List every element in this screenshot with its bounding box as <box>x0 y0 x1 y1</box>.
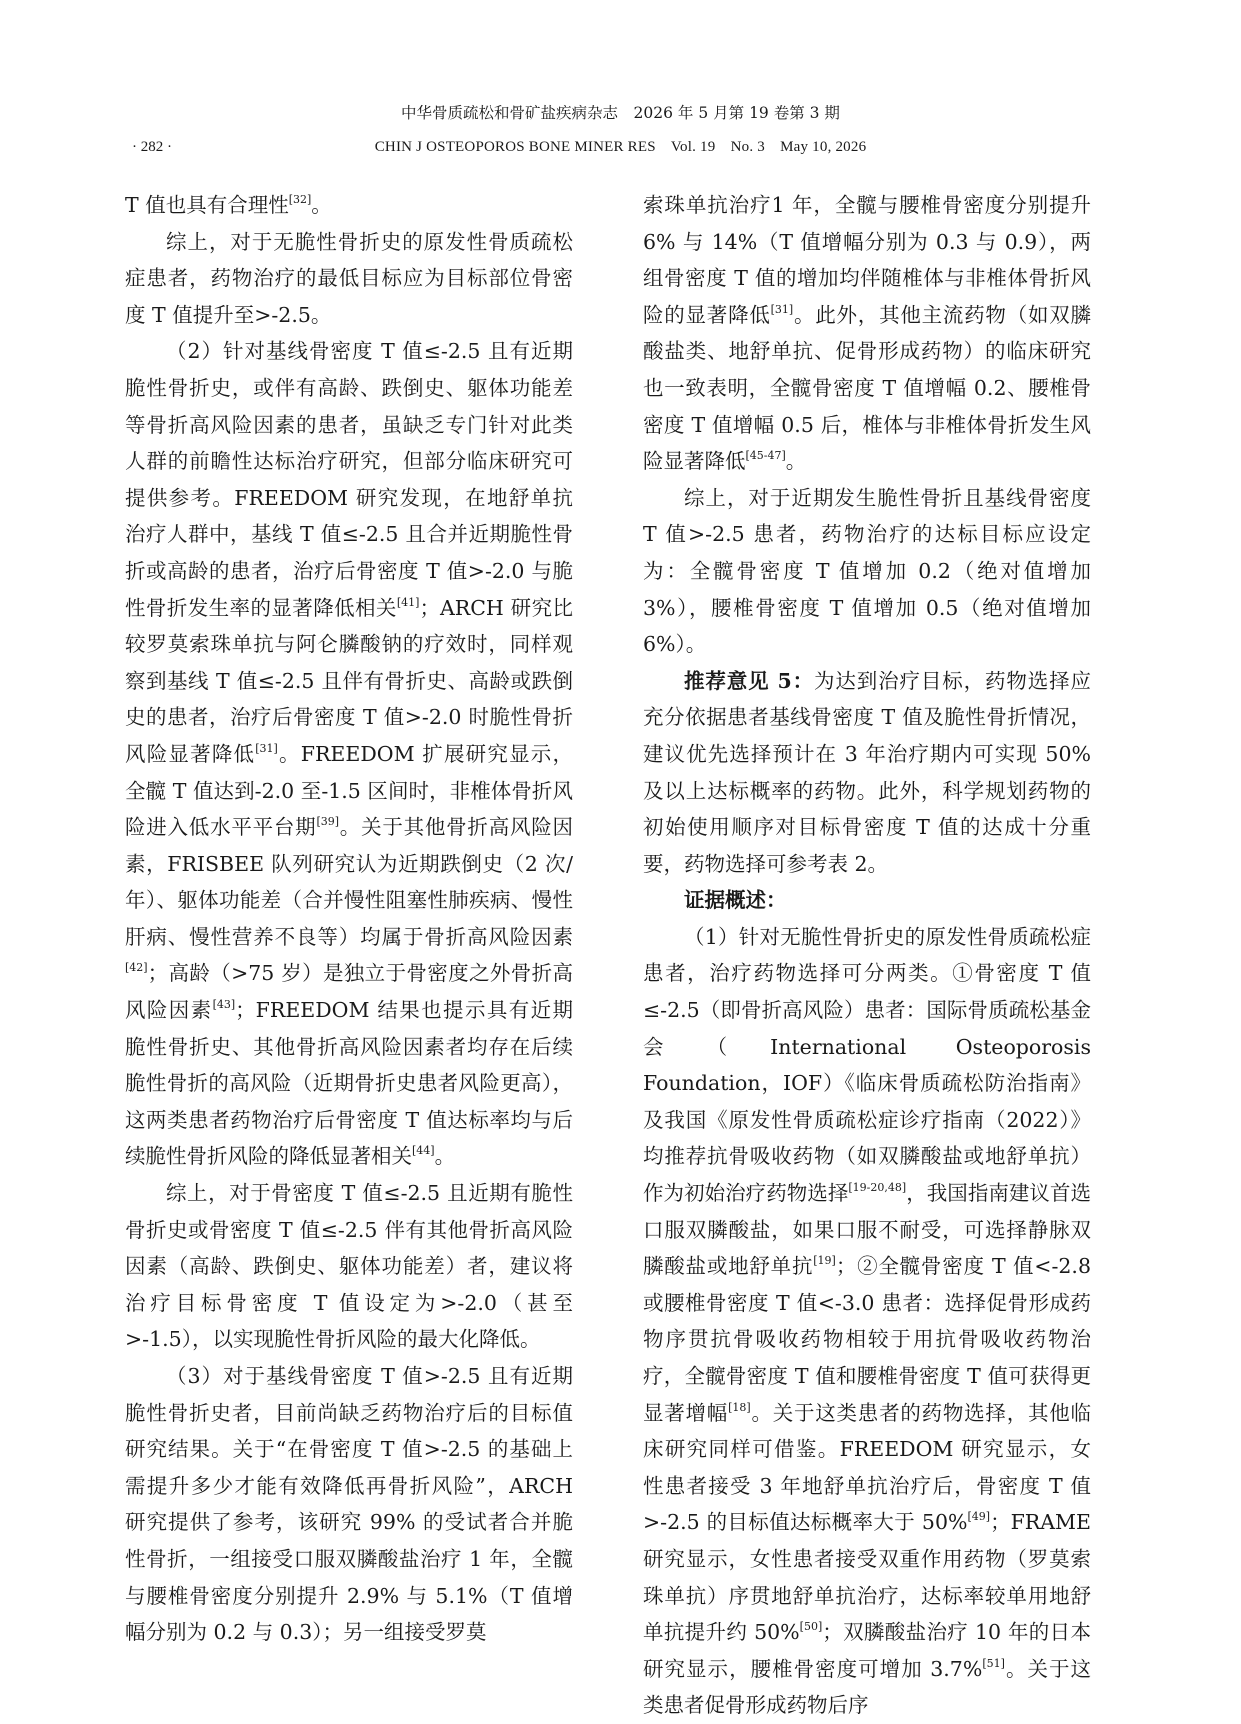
citation-ref: [45-47] <box>745 449 786 463</box>
recommendation-text: 为达到治疗目标，药物选择应充分依据患者基线骨密度 T 值及脆性骨折情况，建议优先选择预计在 3 年治疗期内可实现 50% 及以上达标概率的药物。此外，科学规划药物的初始使用顺序对目标骨密度 T 值的达成十分重要，药物选择可参考表 2。 <box>643 668 1091 876</box>
citation-ref: [43] <box>212 998 236 1012</box>
right-column <box>643 187 1091 1724</box>
paragraph: 索珠单抗治疗1 年，全髋与腰椎骨密度分别提升 6% 与 14%（T 值增幅分别为 0.3 与 0.9），两组骨密度 T 值的增加均伴随椎体与非椎体骨折风险的显著降低[31]。此外，其他主流药物（如双膦酸盐类、地舒单抗、促骨形成药物）的临床研究也一致表明，全髋骨密度 T 值增幅 0.2、腰椎骨密度 T 值增幅 0.5 后，椎体与非椎体骨折发生风险显著降低[45-47]。 <box>643 193 1092 474</box>
citation-ref: [42] <box>125 961 148 975</box>
citation-ref: [19-20,48] <box>848 1181 907 1195</box>
page-number: · 282 · <box>132 139 172 155</box>
paragraph: 综上，对于无脆性骨折史的原发性骨质疏松症患者，药物治疗的最低目标应为目标部位骨密度 T 值提升至>-2.5。 <box>125 229 573 327</box>
citation-ref: [51] <box>982 1656 1005 1670</box>
citation-ref: [32] <box>288 193 312 206</box>
citation-ref: [41] <box>396 595 420 609</box>
recommendation <box>643 663 1091 883</box>
citation-ref: [31] <box>255 741 278 755</box>
citation-ref: [39] <box>316 815 340 829</box>
evidence-heading: 证据概述： <box>684 888 787 913</box>
paragraph: 综上，对于近期发生脆性骨折且基线骨密度 T 值>-2.5 患者，药物治疗的达标目标应设定为：全髋骨密度 T 值增加 0.2（绝对值增加 3%），腰椎骨密度 T 值增加 0.5（绝对值增加 6%）。 <box>643 485 1091 657</box>
citation-ref: [31] <box>770 302 794 316</box>
paragraph: （2）针对基线骨密度 T 值≤-2.5 且有近期脆性骨折史，或伴有高龄、跌倒史、躯体功能差等骨折高风险因素的患者，虽缺乏专门针对此类人群的前瞻性达标治疗研究，但部分临床研究可提供参考。FREEDOM 研究发现，在地舒单抗治疗人群中，基线 T 值≤-2.5 且合并近期脆性骨折或高龄的患者，治疗后骨密度 T 值>-2.0 与脆性骨折发生率的显著降低相关[41]；ARCH 研究比较罗莫索珠单抗与阿仑膦酸钠的疗效时，同样观察到基线 T 值≤-2.5 且伴有骨折史、高龄或跌倒史的患者，治疗后骨密度 T 值>-2.0 时脆性骨折风险显著降低[31]。FREEDOM 扩展研究显示，全髋 T 值达到-2.0 至-1.5 区间时，非椎体骨折风险进入低水平平台期[39]。关于其他骨折高风险因素，FRISBEE 队列研究认为近期跌倒史（2 次/年）、躯体功能差（合并慢性阻塞性肺疾病、慢性肝病、慢性营养不良等）均属于骨折高风险因素[42]；高龄（>75 岁）是独立于骨密度之外骨折高风险因素[43]；FREEDOM 结果也提示具有近期脆性骨折史、其他骨折高风险因素者均存在后续脆性骨折的高风险（近期骨折史患者风险更高），这两类患者药物治疗后骨密度 T 值达标率均与后续脆性骨折风险的降低显著相关[44]。 <box>125 339 574 1169</box>
citation-ref: [50] <box>799 1620 823 1634</box>
paragraph: （3）对于基线骨密度 T 值>-2.5 且有近期脆性骨折史者，目前尚缺乏药物治疗后的目标值研究结果。关于“在骨密度 T 值>-2.5 的基础上需提升多少才能有效降低再骨折风险”，ARCH 研究提供了参考，该研究 99% 的受试者合并脆性骨折，一组接受口服双膦酸盐治疗 1 年，全髋与腰椎骨密度分别提升 2.9% 与 5.1%（T 值增幅分别为 0.2 与 0.3）；另一组接受罗莫 <box>125 1364 573 1645</box>
citation-ref: [44] <box>412 1144 435 1158</box>
paragraph: T 值也具有合理性[32]。 <box>125 193 332 217</box>
journal-title-en: CHIN J OSTEOPOROS BONE MINER RES Vol. 19 No. 3 May 10, 2026 <box>374 139 867 155</box>
left-column <box>125 187 573 1651</box>
journal-title-cn: 中华骨质疏松和骨矿盐疾病杂志 2026 年 5 月第 19 卷第 3 期 <box>401 104 840 122</box>
paragraph: （1）针对无脆性骨折史的原发性骨质疏松症患者，治疗药物选择可分两类。①骨密度 T 值≤-2.5（即骨折高风险）患者：国际骨质疏松基金会（International Osteoporosis Foundation，IOF）《临床骨质疏松防治指南》及我国《原发性骨质疏松症诊疗指南（2022）》均推荐抗骨吸收药物（如双膦酸盐或地舒单抗）作为初始治疗药物选择[19-20,48]，我国指南建议首选口服双膦酸盐，如果口服不耐受，可选择静脉双膦酸盐或地舒单抗[19]；②全髋骨密度 T 值<-2.8 或腰椎骨密度 T 值<-3.0 患者：选择促骨形成药物序贯抗骨吸收药物相较于用抗骨吸收药物治疗，全髋骨密度 T 值和腰椎骨密度 T 值可获得更显著增幅[18]。关于这类患者的药物选择，其他临床研究同样可借鉴。FREEDOM 研究显示，女性患者接受 3 年地舒单抗治疗后，骨密度 T 值>-2.5 的目标值达标概率大于 50%[49]；FRAME 研究显示，女性患者接受双重作用药物（罗莫索珠单抗）序贯地舒单抗治疗，达标率较单用地舒单抗提升约 50%[50]；双膦酸盐治疗 10 年的日本研究显示，腰椎骨密度可增加 3.7%[51]。关于这类患者促骨形成药物后序 <box>643 924 1092 1718</box>
citation-ref: [18] <box>728 1400 751 1414</box>
citation-ref: [19] <box>813 1254 836 1268</box>
paragraph: 综上，对于骨密度 T 值≤-2.5 且近期有脆性骨折史或骨密度 T 值≤-2.5 伴有其他骨折高风险因素（高龄、跌倒史、躯体功能差）者，建议将治疗目标骨密度 T 值设定为>-2.0（甚至>-1.5），以实现脆性骨折风险的最大化降低。 <box>125 1181 573 1352</box>
recommendation-label: 推荐意见 5： <box>684 668 815 693</box>
citation-ref: [49] <box>967 1510 991 1524</box>
